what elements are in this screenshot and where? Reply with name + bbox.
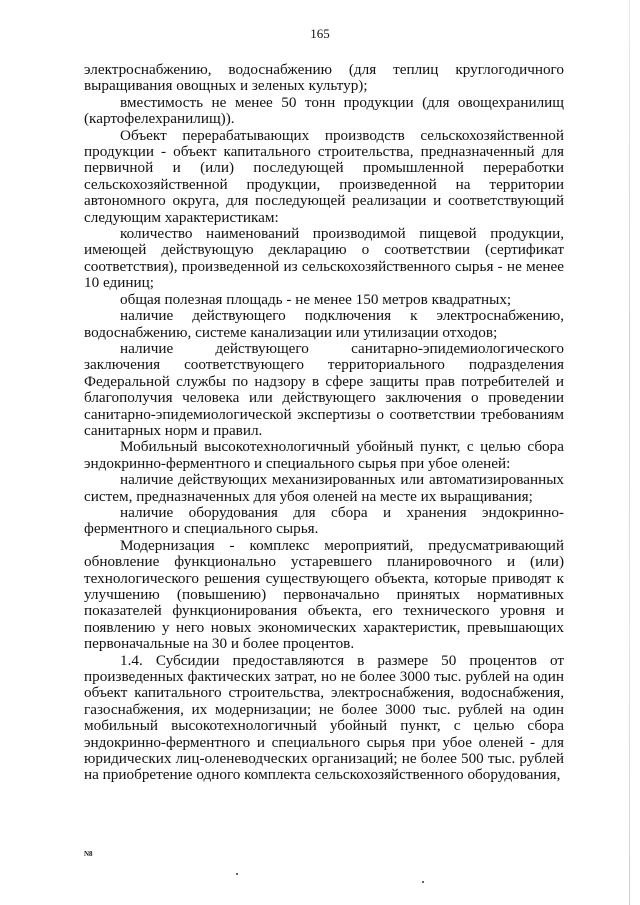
paragraph: вместимость не менее 50 тонн продукции (для овощехранилищ (картофелехранилищ)).	[84, 93, 564, 128]
scan-edge-line	[629, 0, 630, 905]
page-number: 165	[310, 26, 330, 41]
paragraph-continuation: электроснабжению, водоснабжению (для теплиц круглогодичного выращивания овощных и зеленых культур);	[84, 61, 564, 95]
paragraph: Объект перерабатывающих производств сельскохозяйственной продукции - объект капитального строительства, предназначенный для первичной и (или) последующей промышленной переработки сельскохозяйственной продукции, произведенной на территории автономного округа, для последующей реализации и соответствующий следующим характеристикам:	[84, 126, 564, 226]
paragraph: Мобильный высокотехнологичный убойный пункт, с целью сбора эндокринно-ферментного и специального сырья при убое оленей:	[84, 438, 564, 472]
paragraph: наличие действующих механизированных или автоматизированных систем, предназначенных для убоя оленей на месте их выращивания;	[84, 471, 564, 505]
margin-mark: N8	[84, 850, 93, 858]
paragraph: общая полезная площадь - не менее 150 метров квадратных;	[120, 290, 512, 308]
scan-speck	[422, 881, 424, 883]
paragraph: наличие оборудования для сбора и хранения эндокринно-ферментного и специального сырья.	[84, 503, 564, 538]
scan-speck	[236, 873, 238, 875]
paragraph: Модернизация - комплекс мероприятий, предусматривающий обновление функционально устаревшего планировочного и (или) технологического решения существующего объекта, которые приводят к улучшению (повышению) первоначально принятых нормативных показателей функционирования объекта, его технического уровня и появлению у него новых экономических характеристик, превышающих первоначальные на 30 и более процентов.	[84, 536, 564, 653]
paragraph: наличие действующего подключения к электроснабжению, водоснабжению, системе канализации или утилизации отходов;	[84, 307, 564, 341]
paragraph: наличие действующего санитарно-эпидемиологического заключения соответствующего территориального подразделения Федеральной службы по надзору в сфере защиты прав потребителей и благополучия человека или действующего заключения о проведении санитарно-эпидемиологической экспертизы о соответствии требованиям санитарных норм и правил.	[84, 339, 564, 439]
document-body	[84, 62, 564, 784]
paragraph: 1.4. Субсидии предоставляются в размере 50 процентов от произведенных фактических затрат, но не более 3000 тыс. рублей на один объект капитального строительства, электроснабжения, водоснабжения, газоснабжения, их модернизации; не более 3000 тыс. рублей на один мобильный высокотехнологичный убойный пункт, с целью сбора эндокринно-ферментного и специального сырья при убое оленей - для юридических лиц-оленеводческих организаций; не более 500 тыс. рублей на приобретение одного комплекта сельскохозяйственного оборудования,	[84, 651, 564, 784]
paragraph: количество наименований производимой пищевой продукции, имеющей действующую декларацию о соответствии (сертификат соответствия), произведенной из сельскохозяйственного сырья - не менее 10 единиц;	[84, 225, 564, 292]
